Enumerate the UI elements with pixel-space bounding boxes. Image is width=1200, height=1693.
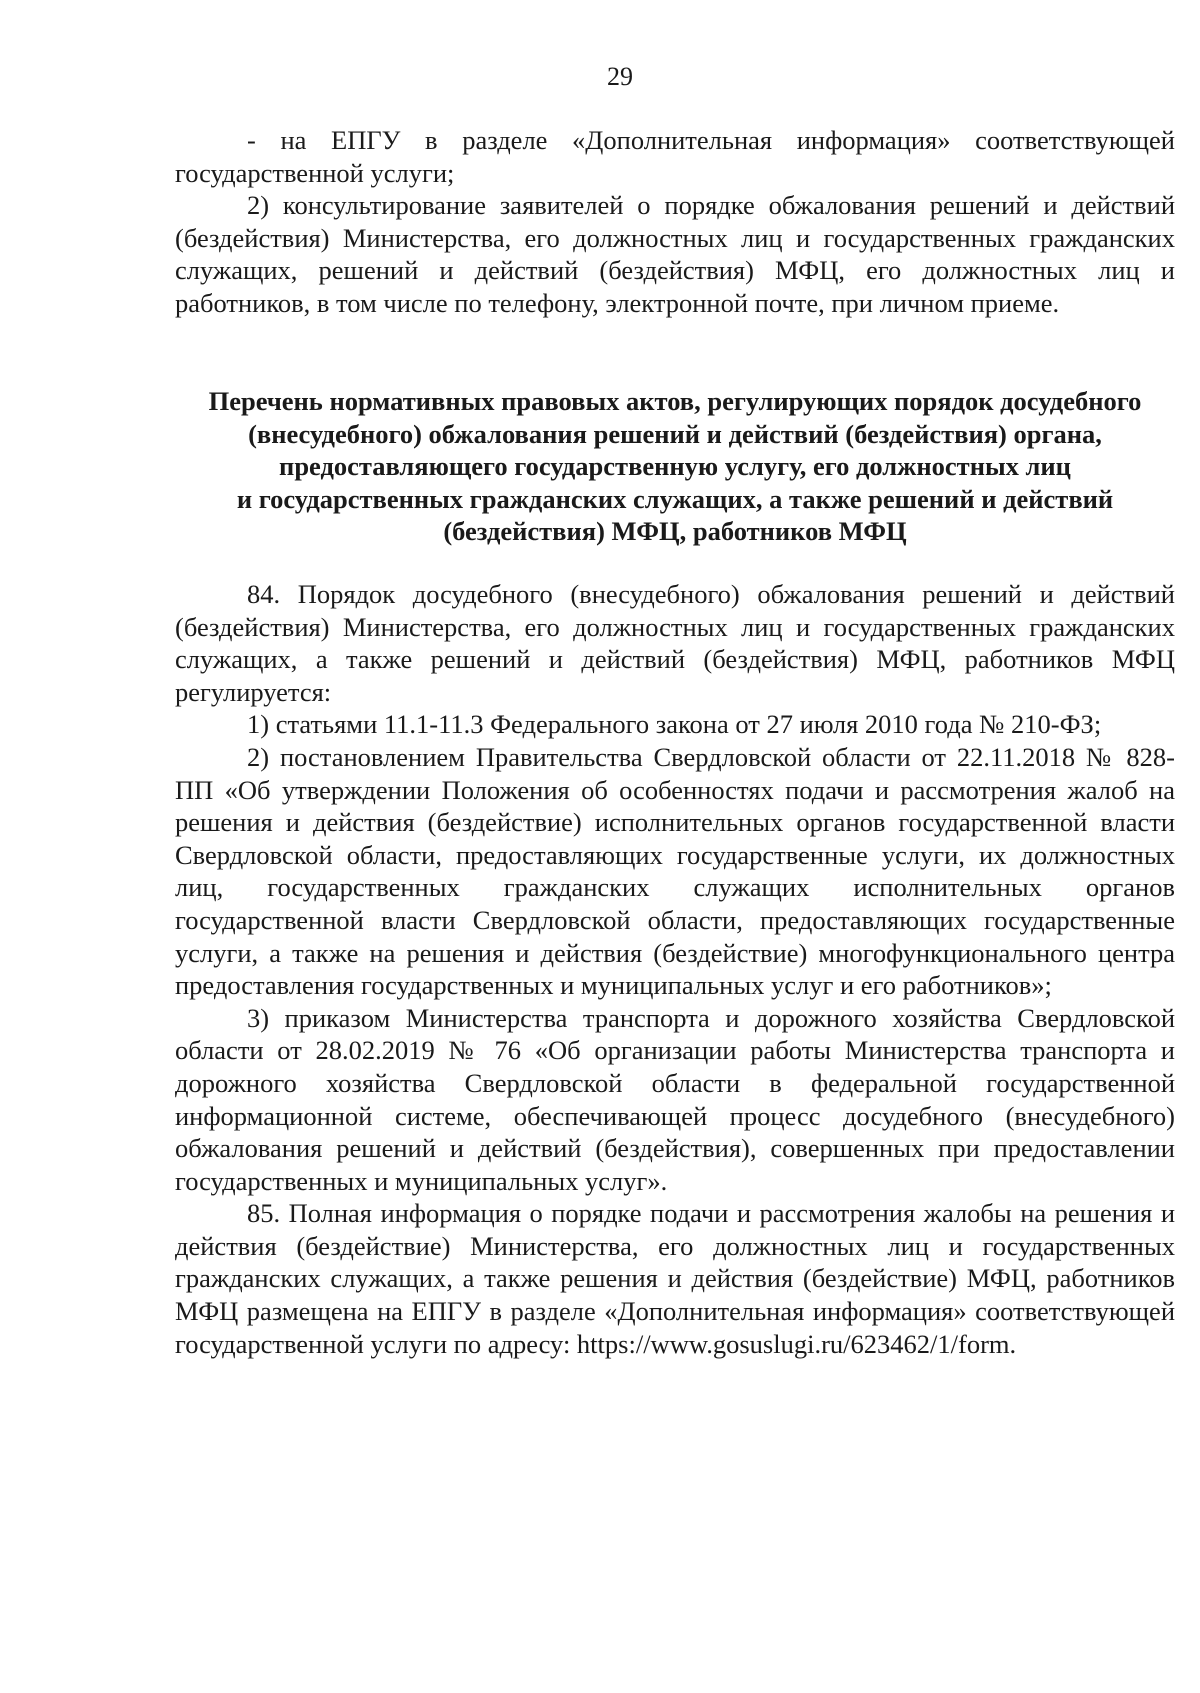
- intro-section: [175, 124, 1175, 320]
- heading-line: (внесудебного) обжалования решений и действий (бездействия) органа,: [248, 418, 1102, 449]
- paragraph-84-item-1: 1) статьями 11.1-11.3 Федерального закона от 27 июля 2010 года № 210-ФЗ;: [247, 709, 1102, 740]
- paragraph-84-item-3: 3) приказом Министерства транспорта и дорожного хозяйства Свердловской области от 28.02.2019 № 76 «Об организации работы Министерства транспорта и дорожного хозяйства Свердловской области в федеральной государственной информационной системе, обеспечивающей процесс досудебного (внесудебного) обжалования решений и действий (бездействия), совершенных при предоставлении государственных и муниципальных услуг».: [175, 1002, 1175, 1196]
- paragraph-84: 84. Порядок досудебного (внесудебного) обжалования решений и действий (бездействия) Министерства, его должностных лиц и государственных гражданских служащих, а также решений и действий (бездействия) МФЦ, работников МФЦ регулируется:: [175, 579, 1175, 707]
- page-number: 29: [607, 62, 633, 91]
- main-section: [175, 578, 1175, 1360]
- heading-line: Перечень нормативных правовых актов, регулирующих порядок досудебного: [208, 386, 1142, 416]
- heading-line: (бездействия) МФЦ, работников МФЦ: [443, 516, 907, 547]
- heading-line: и государственных гражданских служащих, а также решений и действий: [236, 483, 1114, 514]
- heading-line: предоставляющего государственную услугу, его должностных лиц: [279, 451, 1071, 482]
- paragraph-84-item-2: 2) постановлением Правительства Свердловской области от 22.11.2018 № 828-ПП «Об утверждении Положения об особенностях подачи и рассмотрения жалоб на решения и действия (бездействие) исполнительных органов государственной власти Свердловской области, предоставляющих государственные услуги, их должностных лиц, государственных гражданских служащих исполнительных органов государственной власти Свердловской области, предоставляющих государственные услуги, а также на решения и действия (бездействие) многофункционального центра предоставления государственных и муниципальных услуг и его работников»;: [175, 741, 1175, 1001]
- paragraph-consultation-item: 2) консультирование заявителей о порядке обжалования решений и действий (бездействия) Министерства, его должностных лиц и государственных гражданских служащих, решений и действий (бездействия) МФЦ, его должностных лиц и работников, в том числе по телефону, электронной почте, при личном приеме.: [175, 190, 1175, 318]
- paragraph-85: 85. Полная информация о порядке подачи и рассмотрения жалобы на решения и действия (бездействие) Министерства, его должностных лиц и государственных гражданских служащих, а также решения и действия (бездействие) МФЦ, работников МФЦ размещена на ЕПГУ в разделе «Дополнительная информация» соответствующей государственной услуги по адресу: https://www.gosuslugi.ru/623462/1/form.: [175, 1198, 1175, 1359]
- paragraph-epgu-item: - на ЕПГУ в разделе «Дополнительная информация» соответствующей государственной услуги;: [175, 125, 1175, 188]
- section-heading: [175, 385, 1175, 548]
